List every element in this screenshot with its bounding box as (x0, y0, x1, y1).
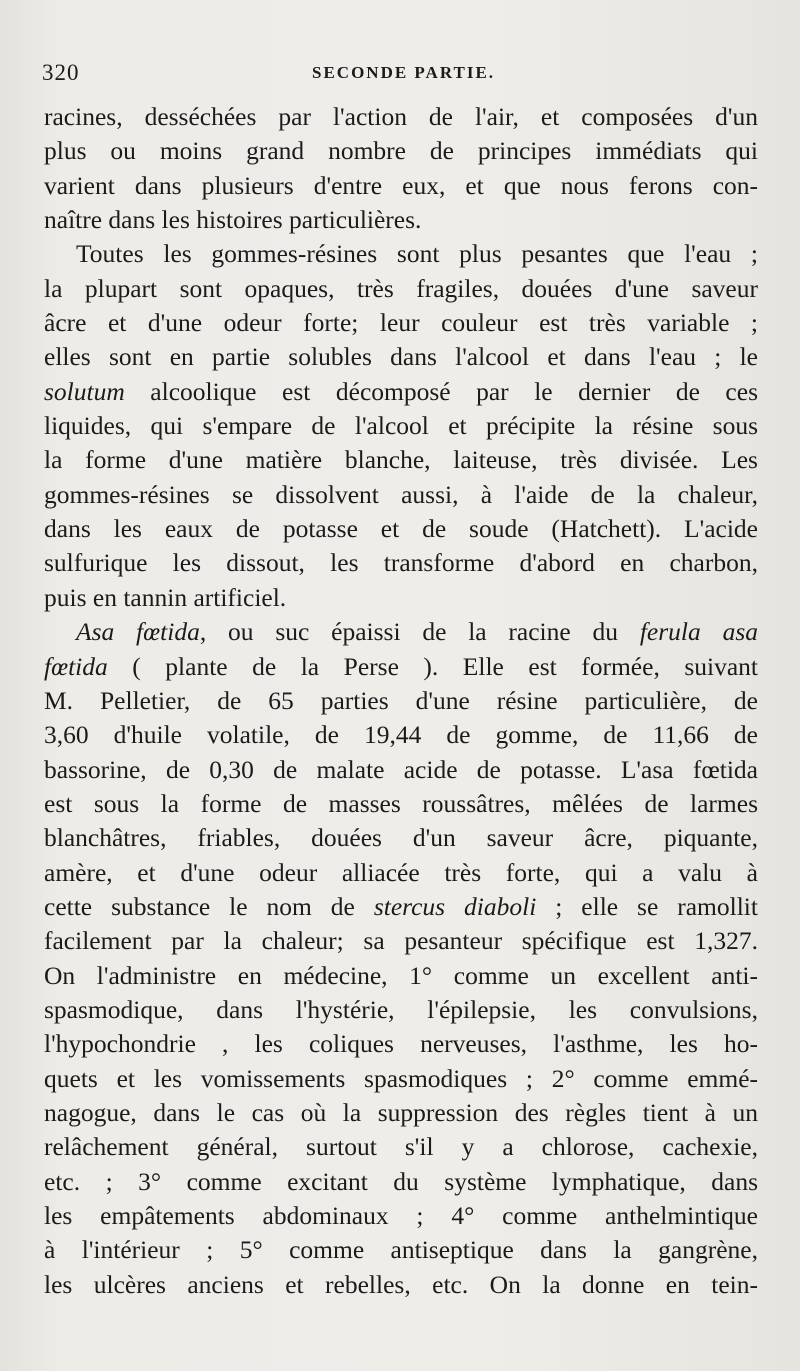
text-line: racines, desséchées par l'action de l'air, et composées d'un (44, 102, 758, 131)
page-header (42, 60, 762, 90)
running-head: SECONDE PARTIE. (312, 63, 496, 82)
text-line: bassorine, de 0,30 de malate acide de potasse. L'asa fœtida (44, 754, 758, 784)
text-line: nagogue, dans le cas où la suppression des règles tient à un (44, 1097, 758, 1127)
text-line: gommes-résines se dissolvent aussi, à l'aide de la chaleur, (44, 479, 758, 509)
text-line: âcre et d'une odeur forte; leur couleur est très variable ; (44, 308, 758, 338)
paragraph-start-line: Toutes les gommes-résines sont plus pesantes que l'eau ; (76, 239, 758, 269)
text-line: fœtida ( plante de la Perse ). Elle est formée, suivant (44, 651, 758, 681)
text-line: sulfurique les dissout, les transforme d'abord en charbon, (44, 548, 758, 578)
text-line: etc. ; 3° comme excitant du système lymphatique, dans (44, 1166, 758, 1196)
text-line: solutum alcoolique est décomposé par le dernier de ces (44, 376, 758, 406)
text-line: est sous la forme de masses roussâtres, mêlées de larmes (44, 788, 758, 818)
text-line: les ulcères anciens et rebelles, etc. On la donne en tein- (44, 1269, 758, 1299)
text-line: facilement par la chaleur; sa pesanteur spécifique est 1,327. (44, 926, 758, 956)
text-line: naître dans les histoires particulières. (44, 205, 422, 235)
text-line: varient dans plusieurs d'entre eux, et que nous ferons con- (44, 170, 758, 200)
text-line: dans les eaux de potasse et de soude (Hatchett). L'acide (44, 514, 758, 544)
text-line: à l'intérieur ; 5° comme antiseptique dans la gangrène, (44, 1235, 758, 1265)
text-line: cette substance le nom de stercus diaboli ; elle se ramollit (44, 891, 758, 921)
text-line: blanchâtres, friables, douées d'un saveur âcre, piquante, (44, 823, 758, 853)
text-line: spasmodique, dans l'hystérie, l'épilepsie, les convulsions, (44, 994, 758, 1024)
paragraph-start-line: Asa fœtida, ou suc épaissi de la racine du ferula asa (76, 617, 758, 647)
text-line: la forme d'une matière blanche, laiteuse, très divisée. Les (44, 445, 758, 475)
text-line: amère, et d'une odeur alliacée très forte, qui a valu à (44, 857, 758, 887)
text-line: l'hypochondrie , les coliques nerveuses, l'asthme, les ho- (44, 1029, 758, 1059)
text-line: liquides, qui s'empare de l'alcool et précipite la résine sous (44, 411, 758, 441)
text-line: la plupart sont opaques, très fragiles, douées d'une saveur (44, 273, 758, 303)
text-line: On l'administre en médecine, 1° comme un excellent anti- (44, 960, 758, 990)
text-line: quets et les vomissements spasmodiques ; 2° comme emmé- (44, 1063, 758, 1093)
body-text (44, 100, 758, 1302)
page-number: 320 (42, 60, 80, 85)
text-line: M. Pelletier, de 65 parties d'une résine particulière, de (44, 685, 758, 715)
text-line: 3,60 d'huile volatile, de 19,44 de gomme, de 11,66 de (44, 720, 758, 750)
text-line: relâchement général, surtout s'il y a chlorose, cachexie, (44, 1132, 758, 1162)
text-line: puis en tannin artificiel. (44, 582, 287, 612)
text-line: plus ou moins grand nombre de principes immédiats qui (44, 136, 758, 166)
text-line: elles sont en partie solubles dans l'alcool et dans l'eau ; le (44, 342, 758, 372)
text-line: les empâtements abdominaux ; 4° comme anthelmintique (44, 1201, 758, 1230)
